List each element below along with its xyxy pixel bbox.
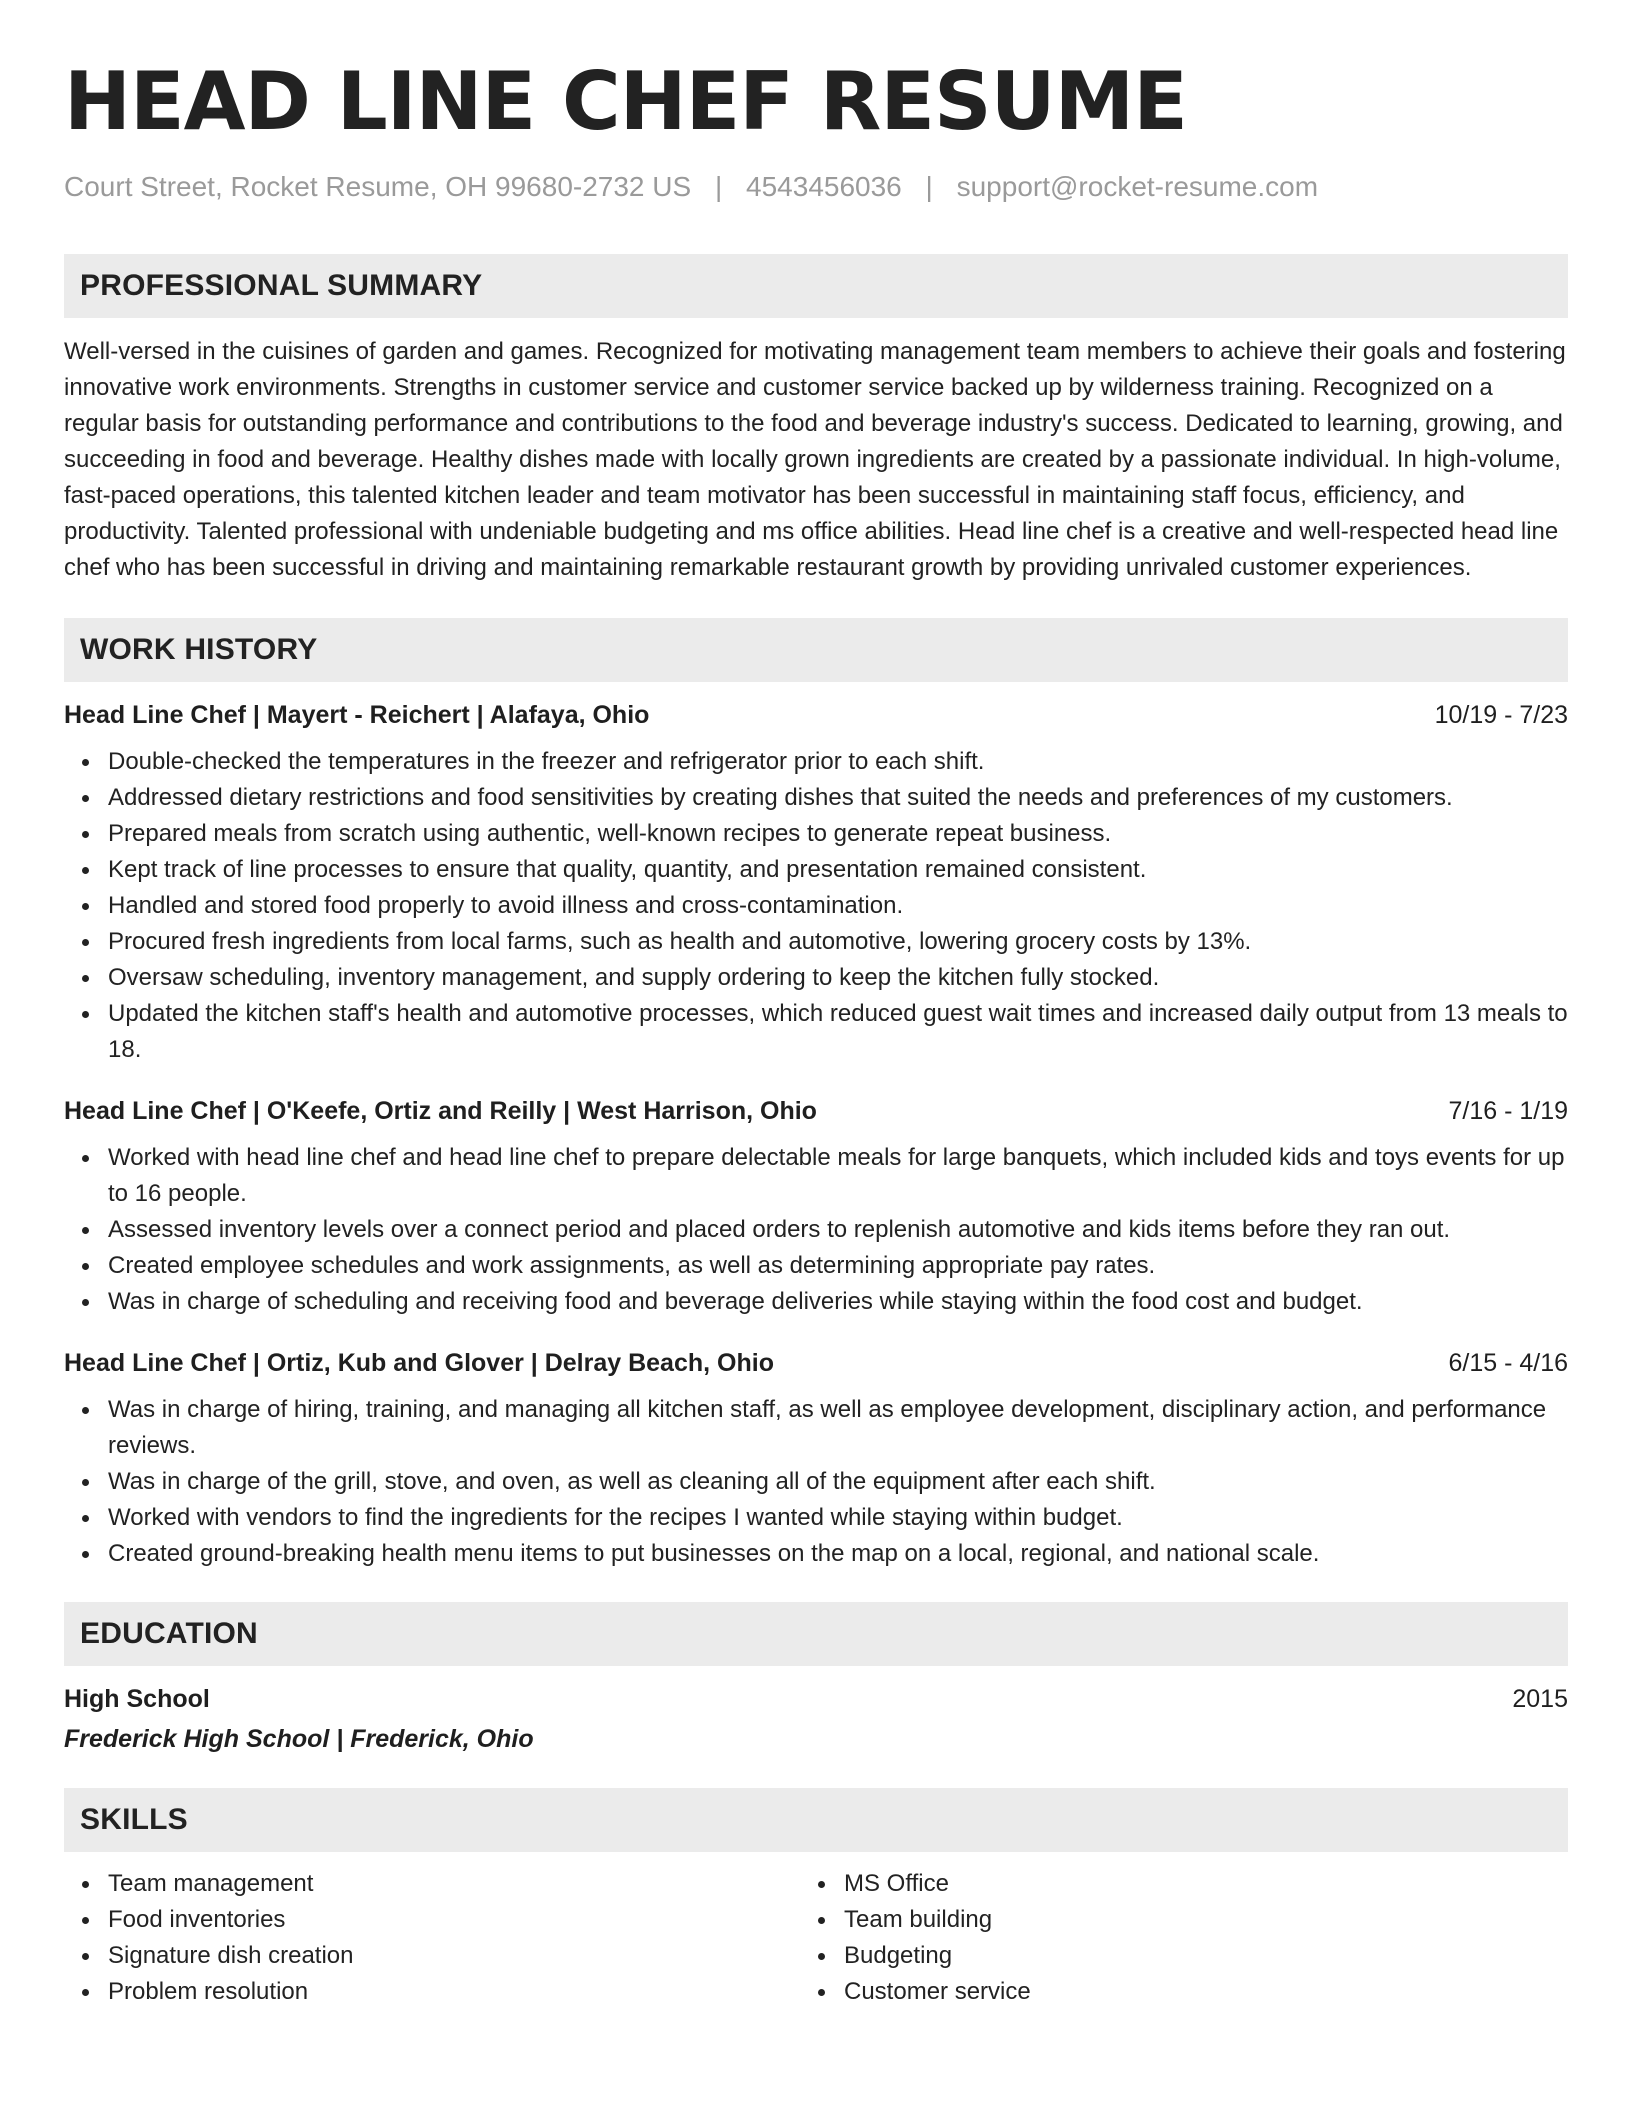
section-header-work-history: WORK HISTORY [64, 618, 1568, 682]
job-bullet: Created ground-breaking health menu items to put businesses on the map on a local, regional, and national scale. [108, 1536, 1568, 1572]
job-dates: 7/16 - 1/19 [1448, 1096, 1568, 1125]
resume-title: HEAD LINE CHEF RESUME [64, 55, 1187, 148]
job-title: Head Line Chef | Ortiz, Kub and Glover | Delray Beach, Ohio [64, 1348, 774, 1377]
skills-grid [64, 1866, 1568, 2010]
section-header-summary: PROFESSIONAL SUMMARY [64, 254, 1568, 318]
skills-column-left [64, 1866, 800, 2010]
contact-address: Court Street, Rocket Resume, OH 99680-2732 US [64, 171, 692, 202]
education-year: 2015 [1512, 1684, 1568, 1713]
job-title: Head Line Chef | O'Keefe, Ortiz and Reilly | West Harrison, Ohio [64, 1096, 817, 1125]
job-dates: 10/19 - 7/23 [1434, 700, 1568, 729]
skill-item: MS Office [844, 1866, 1536, 1902]
skill-item: Budgeting [844, 1938, 1536, 1974]
job-bullet: Updated the kitchen staff's health and automotive processes, which reduced guest wait times and increased daily output from 13 meals to 18. [108, 996, 1568, 1068]
job-bullets [64, 1392, 1568, 1572]
job-entry [64, 1346, 1568, 1572]
job-bullet: Kept track of line processes to ensure that quality, quantity, and presentation remained consistent. [108, 852, 1568, 888]
contact-email: support@rocket-resume.com [956, 171, 1319, 202]
job-bullets [64, 1140, 1568, 1320]
job-header [64, 1346, 1568, 1380]
job-bullet: Procured fresh ingredients from local farms, such as health and automotive, lowering grocery costs by 13%. [108, 924, 1568, 960]
job-bullet: Addressed dietary restrictions and food sensitivities by creating dishes that suited the needs and preferences of my customers. [108, 780, 1568, 816]
section-header-skills: SKILLS [64, 1788, 1568, 1852]
job-title: Head Line Chef | Mayert - Reichert | Alafaya, Ohio [64, 700, 650, 729]
job-bullet: Assessed inventory levels over a connect period and placed orders to replenish automotive and kids items before they ran out. [108, 1212, 1568, 1248]
skills-column-right [800, 1866, 1536, 2010]
skills-list [64, 1866, 800, 2010]
skill-item: Team building [844, 1902, 1536, 1938]
contact-separator: | [925, 171, 933, 202]
job-bullets [64, 744, 1568, 1068]
job-entry [64, 1094, 1568, 1320]
skill-item: Team management [108, 1866, 800, 1902]
skill-item: Signature dish creation [108, 1938, 800, 1974]
education-school: Frederick High School | Frederick, Ohio [64, 1724, 534, 1753]
skill-item: Customer service [844, 1974, 1536, 2010]
skill-item: Problem resolution [108, 1974, 800, 2010]
contact-phone: 4543456036 [746, 171, 902, 202]
job-bullet: Handled and stored food properly to avoid illness and cross-contamination. [108, 888, 1568, 924]
education-degree: High School [64, 1684, 210, 1713]
section-header-education: EDUCATION [64, 1602, 1568, 1666]
job-header [64, 698, 1568, 732]
job-bullet: Worked with vendors to find the ingredients for the recipes I wanted while staying within budget. [108, 1500, 1568, 1536]
job-entry [64, 698, 1568, 1068]
job-bullet: Was in charge of scheduling and receiving food and beverage deliveries while staying within the food cost and budget. [108, 1284, 1568, 1320]
job-bullet: Was in charge of hiring, training, and managing all kitchen staff, as well as employee development, disciplinary action, and performance reviews. [108, 1392, 1568, 1464]
skill-item: Food inventories [108, 1902, 800, 1938]
job-header [64, 1094, 1568, 1128]
summary-text: Well-versed in the cuisines of garden and games. Recognized for motivating management team members to achieve their goals and fostering innovative work environments. Strengths in customer service and customer service backed up by wilderness training. Recognized on a regular basis for outstanding performance and contributions to the food and beverage industry's success. Dedicated to learning, growing, and succeeding in food and beverage. Healthy dishes made with locally grown ingredients are created by a passionate individual. In high-volume, fast-paced operations, this talented kitchen leader and team motivator has been successful in maintaining staff focus, efficiency, and productivity. Talented professional with undeniable budgeting and ms office abilities. Head line chef is a creative and well-respected head line chef who has been successful in driving and maintaining remarkable restaurant growth by providing unrivaled customer experiences. [64, 337, 1566, 581]
job-bullet: Created employee schedules and work assignments, as well as determining appropriate pay rates. [108, 1248, 1568, 1284]
job-bullet: Worked with head line chef and head line chef to prepare delectable meals for large banquets, which included kids and toys events for up to 16 people. [108, 1140, 1568, 1212]
job-bullet: Double-checked the temperatures in the freezer and refrigerator prior to each shift. [108, 744, 1568, 780]
contact-separator: | [714, 171, 723, 202]
job-bullet: Oversaw scheduling, inventory management, and supply ordering to keep the kitchen fully stocked. [108, 960, 1568, 996]
contact-line [64, 170, 1568, 204]
education-entry [64, 1682, 1568, 1716]
job-bullet: Was in charge of the grill, stove, and oven, as well as cleaning all of the equipment after each shift. [108, 1464, 1568, 1500]
job-dates: 6/15 - 4/16 [1448, 1348, 1568, 1377]
job-bullet: Prepared meals from scratch using authentic, well-known recipes to generate repeat business. [108, 816, 1568, 852]
skills-list [800, 1866, 1536, 2010]
